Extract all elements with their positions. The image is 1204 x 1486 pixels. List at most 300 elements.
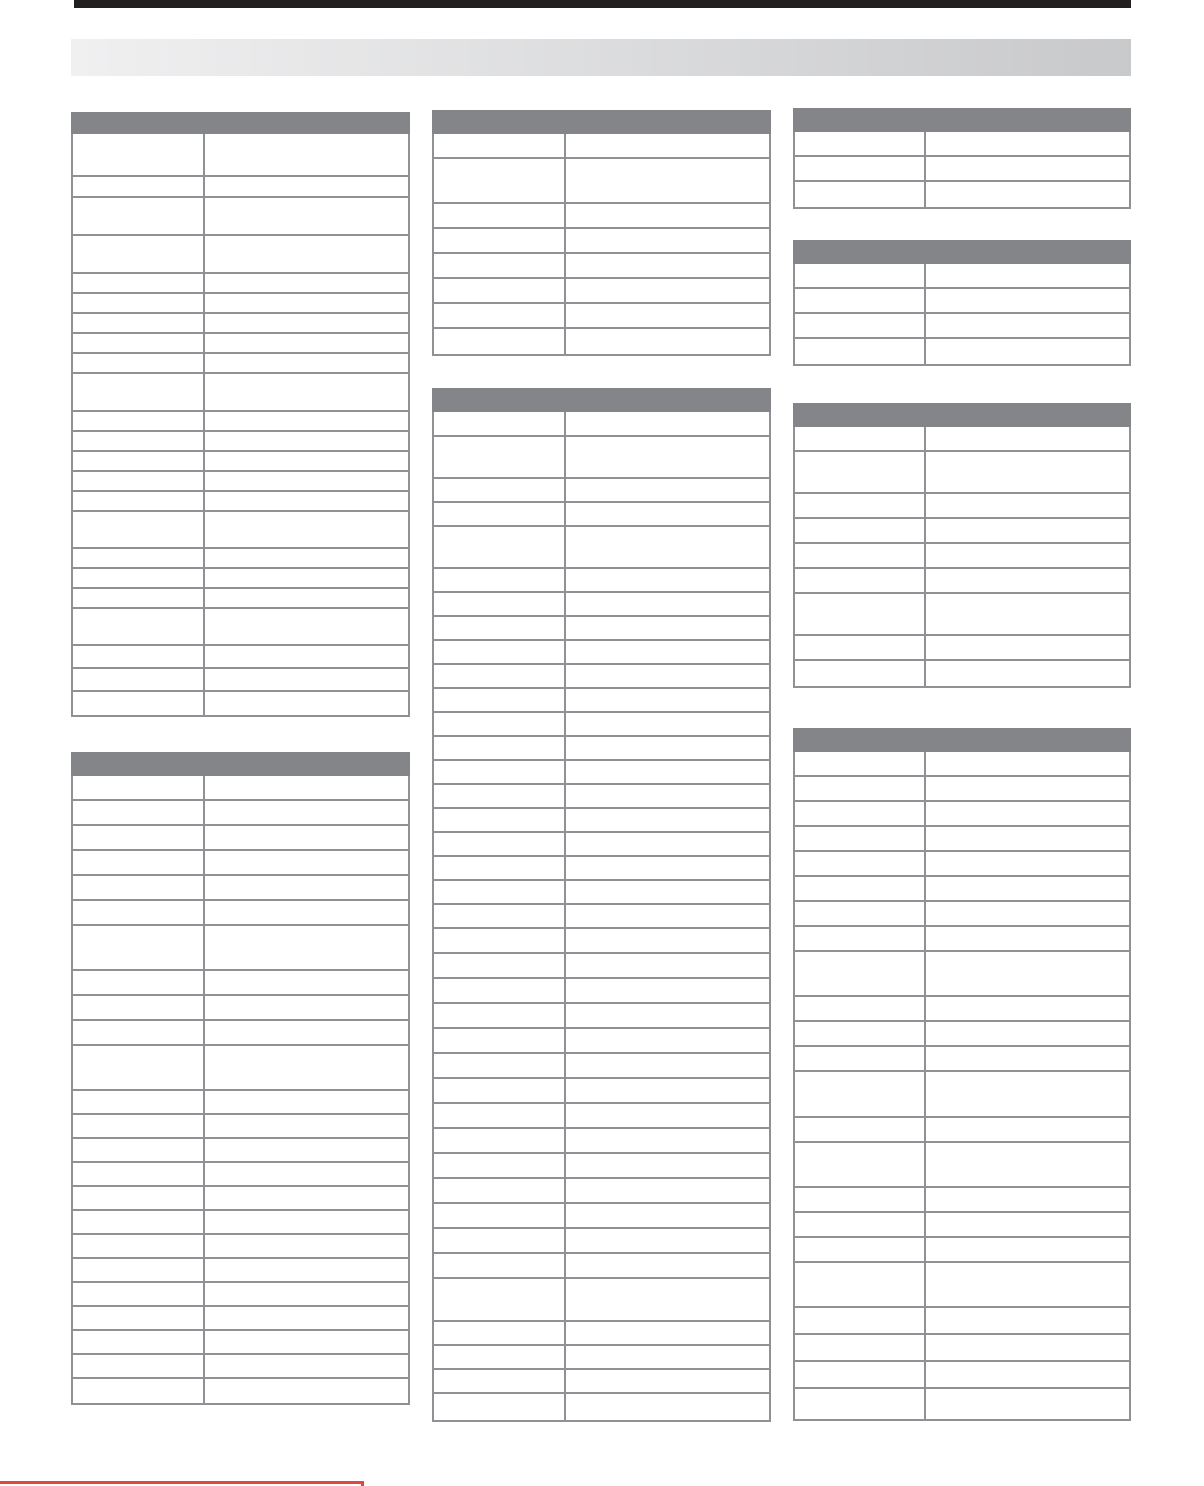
table-cell-value [926, 594, 1129, 634]
table-row [73, 801, 408, 826]
table-right-2-body [793, 264, 1131, 366]
table-cell-key [795, 519, 926, 542]
table-row [795, 132, 1129, 157]
table-cell-value [566, 785, 769, 807]
section-banner [71, 39, 1131, 76]
table-row [795, 289, 1129, 314]
table-row [73, 776, 408, 801]
table-row [73, 876, 408, 901]
table-cell-value [926, 132, 1129, 155]
table-cell-value [926, 1213, 1129, 1236]
table-row [434, 1370, 769, 1394]
table-row [795, 1362, 1129, 1389]
table-cell-key [73, 549, 205, 567]
table-cell-value [926, 182, 1129, 207]
top-rule [74, 0, 1131, 8]
table-row [73, 1283, 408, 1307]
table-row [434, 905, 769, 929]
table-row [73, 692, 408, 715]
table-cell-key [434, 204, 566, 227]
table-cell-value [205, 452, 408, 470]
table-row [434, 617, 769, 641]
table-cell-key [795, 264, 926, 287]
table-cell-key [795, 1238, 926, 1261]
table-cell-key [795, 314, 926, 337]
table-cell-key [73, 609, 205, 644]
table-cell-value [926, 314, 1129, 337]
table-cell-key [73, 1187, 205, 1209]
table-row [795, 544, 1129, 569]
table-cell-key [73, 1046, 205, 1089]
table-cell-value [205, 354, 408, 372]
table-row [73, 374, 408, 412]
table-right-4-header [793, 728, 1131, 752]
table-cell-key [73, 1379, 205, 1403]
table-cell-value [926, 452, 1129, 492]
table-row [434, 1129, 769, 1154]
table-cell-key [434, 412, 566, 435]
table-cell-key [434, 1054, 566, 1077]
table-row [73, 1331, 408, 1355]
table-cell-key [795, 1047, 926, 1070]
table-cell-key [795, 1188, 926, 1211]
table-cell-key [795, 289, 926, 312]
table-cell-value [205, 1021, 408, 1044]
table-cell-value [566, 1129, 769, 1152]
table-cell-key [73, 512, 205, 547]
table-cell-key [795, 1118, 926, 1141]
table-cell-key [73, 198, 205, 234]
table-row [73, 512, 408, 549]
table-cell-key [434, 665, 566, 687]
table-cell-value [566, 329, 769, 354]
table-cell-key [434, 503, 566, 525]
table-row [434, 569, 769, 593]
table-row [434, 929, 769, 954]
table-cell-key [795, 157, 926, 180]
table-row [73, 996, 408, 1021]
table-cell-value [566, 279, 769, 302]
table-row [434, 641, 769, 665]
table-cell-value [205, 1046, 408, 1089]
table-cell-key [795, 132, 926, 155]
table-cell-key [434, 1370, 566, 1392]
table-cell-key [434, 881, 566, 903]
table-cell-value [566, 1370, 769, 1392]
table-cell-value [205, 776, 408, 799]
table-row [434, 785, 769, 809]
table-cell-key [795, 339, 926, 364]
table-cell-value [566, 809, 769, 831]
table-cell-value [205, 1355, 408, 1377]
table-row [795, 1263, 1129, 1308]
table-cell-key [73, 1021, 205, 1044]
table-row [795, 1335, 1129, 1362]
table-right-2 [793, 240, 1131, 366]
table-cell-key [795, 997, 926, 1020]
table-left-top-body [71, 134, 410, 717]
table-cell-value [926, 802, 1129, 825]
table-row [434, 304, 769, 329]
table-cell-value [566, 503, 769, 525]
table-cell-value [205, 412, 408, 430]
table-row [795, 1308, 1129, 1335]
table-row [434, 761, 769, 785]
table-row [73, 1355, 408, 1379]
table-cell-key [434, 1279, 566, 1320]
table-cell-value [566, 857, 769, 879]
table-cell-value [926, 927, 1129, 950]
table-row [73, 926, 408, 971]
table-cell-key [434, 134, 566, 157]
table-cell-key [795, 494, 926, 517]
table-cell-key [73, 314, 205, 332]
table-row [73, 1021, 408, 1046]
table-row [795, 427, 1129, 452]
table-cell-key [73, 492, 205, 510]
table-cell-value [566, 479, 769, 501]
table-row [434, 665, 769, 689]
table-cell-value [926, 494, 1129, 517]
table-cell-value [566, 229, 769, 252]
table-row [795, 636, 1129, 661]
table-cell-value [205, 1211, 408, 1233]
table-cell-key [795, 877, 926, 900]
table-right-4 [793, 728, 1131, 1421]
table-row [434, 204, 769, 229]
table-cell-value [205, 851, 408, 874]
table-cell-value [926, 289, 1129, 312]
table-row [73, 1115, 408, 1139]
table-row [795, 802, 1129, 827]
table-cell-value [566, 1322, 769, 1344]
table-cell-key [795, 802, 926, 825]
table-cell-key [795, 452, 926, 492]
table-row [73, 236, 408, 274]
table-cell-value [566, 689, 769, 711]
table-cell-key [73, 692, 205, 715]
table-cell-key [434, 1229, 566, 1252]
table-cell-value [205, 826, 408, 849]
table-cell-value [205, 801, 408, 824]
table-cell-key [73, 1283, 205, 1305]
table-row [434, 1004, 769, 1029]
table-cell-value [926, 1022, 1129, 1045]
table-row [434, 954, 769, 979]
table-cell-value [566, 1229, 769, 1252]
table-cell-value [566, 254, 769, 277]
table-row [795, 452, 1129, 494]
table-cell-value [205, 569, 408, 587]
table-cell-key [795, 1263, 926, 1306]
table-cell-value [566, 713, 769, 735]
table-row [434, 857, 769, 881]
table-cell-key [795, 852, 926, 875]
table-row [434, 134, 769, 159]
table-cell-value [566, 412, 769, 435]
table-row [73, 826, 408, 851]
table-row [73, 646, 408, 669]
table-cell-value [926, 157, 1129, 180]
table-cell-key [434, 713, 566, 735]
table-row [795, 182, 1129, 207]
table-row [795, 157, 1129, 182]
table-cell-key [73, 334, 205, 352]
table-row [795, 264, 1129, 289]
table-cell-value [205, 1091, 408, 1113]
table-row [795, 661, 1129, 686]
table-row [434, 1394, 769, 1420]
table-cell-value [205, 926, 408, 969]
table-cell-value [205, 1307, 408, 1329]
table-row [434, 412, 769, 437]
table-cell-key [795, 1213, 926, 1236]
table-cell-value [566, 979, 769, 1002]
table-row [795, 1143, 1129, 1188]
table-cell-value [926, 569, 1129, 592]
table-row [795, 1072, 1129, 1118]
table-cell-key [73, 134, 205, 175]
table-cell-value [926, 661, 1129, 686]
table-row [434, 1104, 769, 1129]
table-row [73, 1091, 408, 1115]
table-left-top [71, 112, 410, 717]
table-cell-key [434, 761, 566, 783]
table-cell-value [205, 314, 408, 332]
table-cell-value [926, 1072, 1129, 1116]
table-cell-key [73, 236, 205, 272]
table-row [73, 1259, 408, 1283]
table-left-bottom-header [71, 752, 410, 776]
table-row [73, 669, 408, 692]
table-cell-value [926, 827, 1129, 850]
table-cell-value [926, 1047, 1129, 1070]
table-cell-key [73, 1163, 205, 1185]
table-cell-key [795, 661, 926, 686]
table-cell-key [434, 979, 566, 1002]
table-row [73, 1235, 408, 1259]
table-cell-value [566, 905, 769, 927]
table-row [434, 159, 769, 204]
table-cell-key [434, 593, 566, 615]
table-cell-key [434, 954, 566, 977]
table-cell-key [434, 254, 566, 277]
table-cell-key [434, 437, 566, 477]
table-row [73, 452, 408, 472]
table-right-3-header [793, 403, 1131, 427]
table-row [795, 777, 1129, 802]
table-cell-value [205, 432, 408, 450]
table-cell-value [205, 472, 408, 490]
table-cell-key [73, 412, 205, 430]
table-cell-value [926, 544, 1129, 567]
table-row [434, 329, 769, 354]
table-row [795, 852, 1129, 877]
table-row [73, 1307, 408, 1331]
table-cell-key [73, 826, 205, 849]
table-cell-key [73, 971, 205, 994]
table-cell-value [566, 1346, 769, 1368]
table-cell-key [434, 279, 566, 302]
table-cell-value [566, 1029, 769, 1052]
table-cell-key [795, 1022, 926, 1045]
table-row [434, 1254, 769, 1279]
table-cell-value [566, 737, 769, 759]
table-cell-key [73, 851, 205, 874]
table-right-3 [793, 403, 1131, 688]
table-cell-value [566, 954, 769, 977]
table-cell-key [795, 752, 926, 775]
table-cell-value [566, 761, 769, 783]
table-row [434, 479, 769, 503]
table-cell-key [73, 1211, 205, 1233]
table-row [73, 1211, 408, 1235]
table-cell-value [926, 1143, 1129, 1186]
table-cell-key [73, 569, 205, 587]
table-cell-value [205, 274, 408, 292]
table-cell-value [205, 669, 408, 690]
table-row [434, 279, 769, 304]
table-row [73, 851, 408, 876]
table-row [434, 1179, 769, 1204]
table-cell-value [566, 641, 769, 663]
table-row [73, 198, 408, 236]
table-cell-value [205, 1187, 408, 1209]
table-cell-value [566, 159, 769, 202]
table-row [73, 1046, 408, 1091]
table-right-2-header [793, 240, 1131, 264]
table-row [73, 334, 408, 354]
table-row [434, 254, 769, 279]
table-row [73, 589, 408, 609]
table-row [434, 713, 769, 737]
table-cell-value [566, 1004, 769, 1027]
table-row [434, 1154, 769, 1179]
table-cell-key [795, 427, 926, 450]
table-row [434, 437, 769, 479]
table-cell-key [795, 952, 926, 995]
table-row [795, 494, 1129, 519]
table-row [795, 1238, 1129, 1263]
table-middle-main-body [432, 412, 771, 1422]
table-cell-key [73, 1355, 205, 1377]
table-cell-value [205, 177, 408, 196]
table-cell-value [205, 1259, 408, 1281]
table-cell-key [434, 569, 566, 591]
table-cell-key [795, 594, 926, 634]
table-row [795, 752, 1129, 777]
table-middle-top [432, 110, 771, 356]
table-cell-value [566, 593, 769, 615]
table-cell-value [205, 334, 408, 352]
table-row [434, 229, 769, 254]
table-cell-value [566, 1204, 769, 1227]
table-row [795, 827, 1129, 852]
table-cell-value [205, 996, 408, 1019]
table-cell-key [73, 926, 205, 969]
table-row [434, 881, 769, 905]
table-cell-key [434, 1104, 566, 1127]
table-cell-key [73, 1235, 205, 1257]
table-cell-key [434, 809, 566, 831]
table-row [73, 1163, 408, 1187]
table-cell-key [73, 294, 205, 312]
table-row [73, 971, 408, 996]
table-cell-value [926, 264, 1129, 287]
table-row [73, 412, 408, 432]
table-cell-key [434, 785, 566, 807]
table-cell-key [73, 472, 205, 490]
table-cell-key [73, 901, 205, 924]
table-row [434, 593, 769, 617]
table-cell-key [795, 927, 926, 950]
table-row [73, 134, 408, 177]
table-cell-value [566, 437, 769, 477]
table-cell-value [566, 1254, 769, 1277]
table-row [73, 274, 408, 294]
table-cell-value [926, 1188, 1129, 1211]
table-cell-key [73, 354, 205, 372]
table-cell-key [434, 159, 566, 202]
table-row [795, 1047, 1129, 1072]
table-cell-value [926, 852, 1129, 875]
table-row [434, 1079, 769, 1104]
table-cell-value [926, 427, 1129, 450]
table-left-bottom-body [71, 776, 410, 1405]
table-row [795, 569, 1129, 594]
table-cell-value [926, 1389, 1129, 1419]
red-highlight-box [0, 1481, 364, 1486]
table-row [73, 569, 408, 589]
table-cell-value [566, 929, 769, 952]
table-cell-value [926, 519, 1129, 542]
table-cell-key [795, 569, 926, 592]
table-cell-value [205, 1331, 408, 1353]
table-right-3-body [793, 427, 1131, 688]
table-cell-key [73, 177, 205, 196]
table-cell-value [926, 636, 1129, 659]
table-cell-key [73, 646, 205, 667]
table-cell-key [795, 636, 926, 659]
table-cell-value [566, 1054, 769, 1077]
table-right-1-body [793, 132, 1131, 209]
table-cell-key [73, 374, 205, 410]
table-cell-value [205, 1283, 408, 1305]
table-cell-key [795, 1362, 926, 1387]
table-right-1 [793, 108, 1131, 209]
table-cell-key [434, 1154, 566, 1177]
table-cell-key [434, 527, 566, 567]
table-row [73, 1379, 408, 1403]
table-row [795, 927, 1129, 952]
table-cell-key [795, 1389, 926, 1419]
table-row [795, 1389, 1129, 1419]
table-cell-value [566, 833, 769, 855]
table-row [795, 877, 1129, 902]
table-right-1-header [793, 108, 1131, 132]
table-row [434, 979, 769, 1004]
table-cell-value [566, 569, 769, 591]
table-cell-value [926, 1263, 1129, 1306]
table-cell-key [73, 432, 205, 450]
table-cell-value [205, 134, 408, 175]
table-cell-value [205, 294, 408, 312]
table-cell-key [73, 1331, 205, 1353]
table-cell-value [566, 1079, 769, 1102]
table-row [434, 1204, 769, 1229]
table-row [434, 809, 769, 833]
table-cell-key [795, 182, 926, 207]
